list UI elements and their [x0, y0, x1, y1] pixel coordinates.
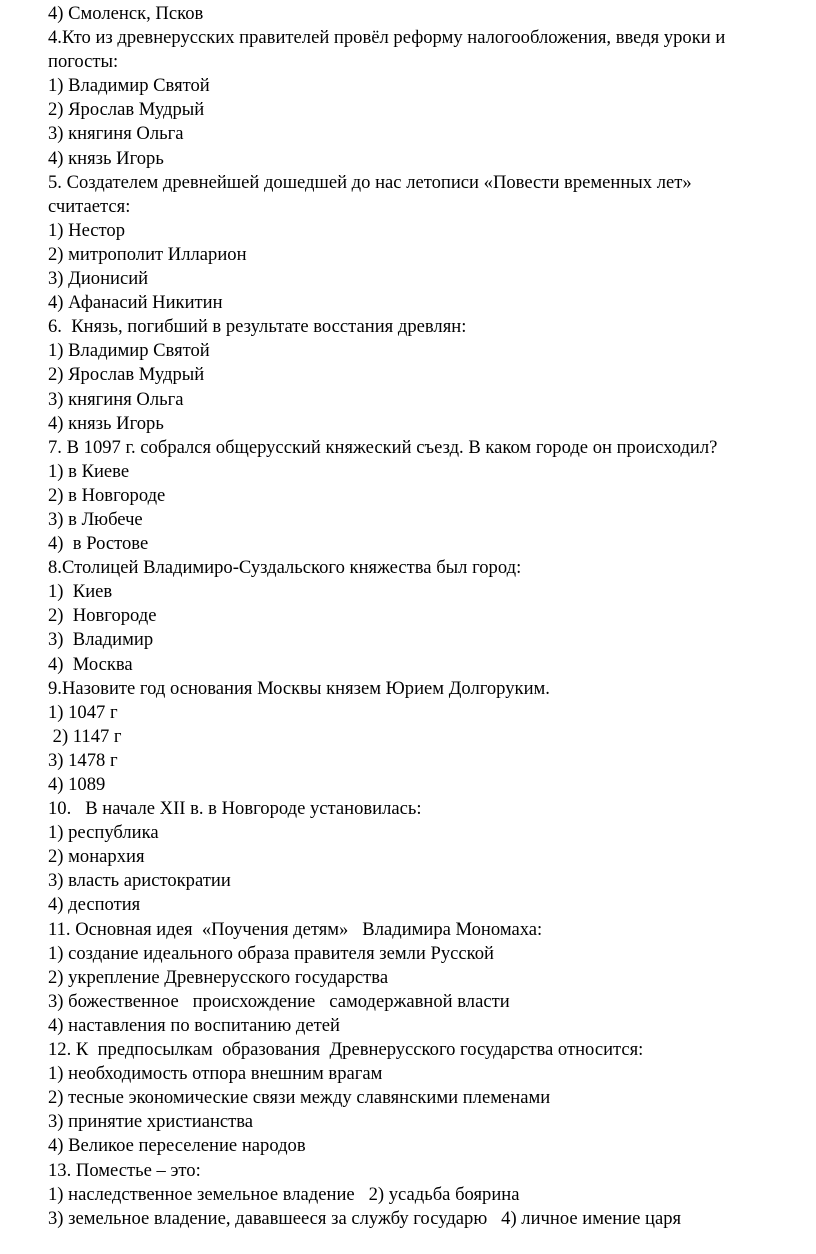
answer-option: 1) необходимость отпора внешним врагам	[48, 1063, 383, 1085]
answer-option: 2) Новгороде	[48, 605, 157, 627]
answer-option: 1) Владимир Святой	[48, 340, 210, 362]
answer-option: 3) в Любече	[48, 508, 143, 530]
question-text-continued: погосты:	[48, 51, 119, 73]
answer-option: 3) княгиня Ольга	[48, 123, 184, 145]
answer-options-row: 1) наследственное земельное владение 2) усадьба боярина	[48, 1183, 520, 1205]
document-page	[48, 2, 813, 1231]
question-text: 11. Основная идея «Поучения детям» Владимира Мономаха:	[48, 918, 543, 940]
answer-option: 2) в Новгороде	[48, 484, 166, 506]
answer-option: 4) князь Игорь	[48, 412, 164, 434]
question-text: 12. К предпосылкам образования Древнерусского государства относится:	[48, 1039, 644, 1061]
answer-option: 1) Владимир Святой	[48, 75, 210, 97]
question-text: 6. Князь, погибший в результате восстания древлян:	[48, 316, 467, 338]
answer-option: 4) князь Игорь	[48, 147, 164, 169]
answer-option: 2) 1147 г	[48, 725, 122, 747]
answer-option: 2) укрепление Древнерусского государства	[48, 966, 389, 988]
answer-option: 3) княгиня Ольга	[48, 388, 184, 410]
answer-option: 3) Владимир	[48, 629, 154, 651]
answer-option: 1) в Киеве	[48, 460, 130, 482]
answer-option: 3) божественное происхождение самодержавной власти	[48, 990, 510, 1012]
question-text: 10. В начале XII в. в Новгороде установилась:	[48, 798, 422, 820]
question-text: 7. В 1097 г. собрался общерусский княжеский съезд. В каком городе он происходил?	[48, 436, 718, 458]
answer-option: 2) тесные экономические связи между славянскими племенами	[48, 1087, 551, 1109]
answer-option: 4) 1089	[48, 774, 106, 795]
answer-option: 3) принятие христианства	[48, 1111, 254, 1133]
answer-option: 4) наставления по воспитанию детей	[48, 1014, 340, 1036]
answer-option: 2) Ярослав Мудрый	[48, 364, 205, 386]
question-text: 13. Поместье – это:	[48, 1159, 201, 1181]
answer-options-row: 3) земельное владение, дававшееся за службу государю 4) личное имение царя	[48, 1207, 682, 1229]
answer-option: 4) Москва	[48, 653, 133, 675]
answer-option: 2) митрополит Илларион	[48, 243, 247, 265]
question-text: 9.Назовите год основания Москвы князем Юрием Долгоруким.	[48, 677, 550, 699]
answer-option: 4) Великое переселение народов	[48, 1135, 306, 1157]
answer-option: 4) Афанасий Никитин	[48, 292, 223, 314]
question-text: 4.Кто из древнерусских правителей провёл реформу налогообложения, введя уроки и	[48, 27, 726, 49]
question-text: 8.Столицей Владимиро-Суздальского княжества был город:	[48, 557, 522, 579]
answer-option: 4) Смоленск, Псков	[48, 3, 204, 24]
answer-option: 3) Дионисий	[48, 268, 149, 290]
answer-option: 4) деспотия	[48, 894, 141, 916]
question-text-continued: считается:	[48, 195, 131, 217]
answer-option: 1) Киев	[48, 581, 113, 603]
answer-option: 3) власть аристократии	[48, 870, 231, 892]
answer-option: 3) 1478 г	[48, 749, 118, 771]
answer-option: 1) создание идеального образа правителя земли Русской	[48, 942, 494, 964]
answer-option: 1) республика	[48, 822, 159, 844]
answer-option: 1) Нестор	[48, 219, 126, 241]
answer-option: 1) 1047 г	[48, 701, 118, 723]
answer-option: 2) Ярослав Мудрый	[48, 99, 205, 121]
question-text: 5. Создателем древнейшей дошедшей до нас летописи «Повести временных лет»	[48, 171, 692, 193]
answer-option: 4) в Ростове	[48, 533, 149, 555]
answer-option: 2) монархия	[48, 846, 145, 868]
